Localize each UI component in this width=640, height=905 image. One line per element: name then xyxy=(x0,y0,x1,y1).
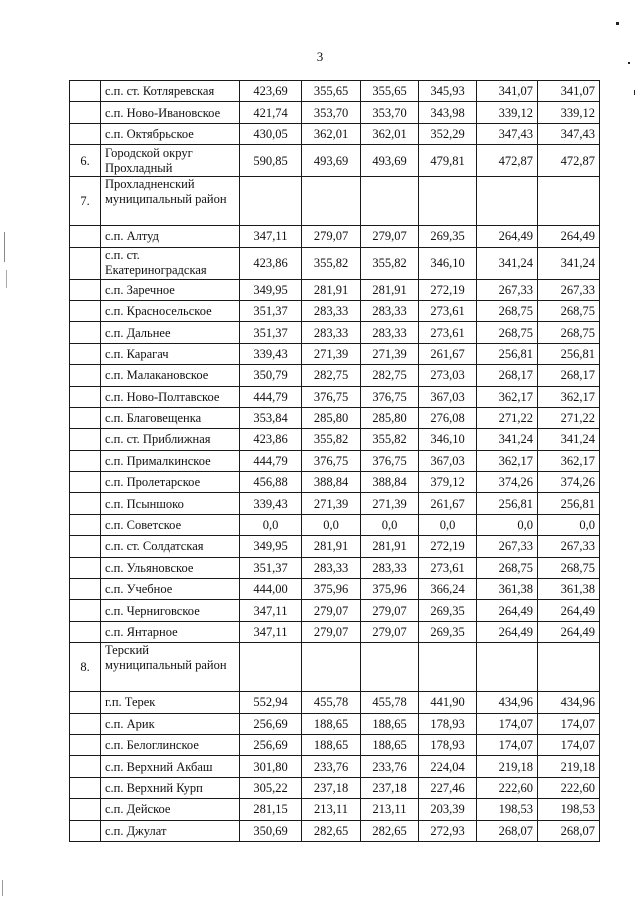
rate-value-cell: 268,07 xyxy=(538,820,600,841)
rate-value-cell: 283,33 xyxy=(302,322,361,343)
rate-value-cell: 213,11 xyxy=(302,799,361,820)
rate-value-cell xyxy=(240,177,302,226)
row-number-cell: 6. xyxy=(70,145,101,177)
rate-value-cell: 345,93 xyxy=(419,81,477,102)
rate-value-cell: 350,69 xyxy=(240,820,302,841)
row-number-cell xyxy=(70,407,101,428)
settlement-name-cell: с.п. Советское xyxy=(101,514,240,535)
rate-value-cell: 272,93 xyxy=(419,820,477,841)
scan-speck xyxy=(628,62,630,64)
settlement-name-cell: с.п. Красносельское xyxy=(101,300,240,321)
rate-value-cell: 375,96 xyxy=(302,579,361,600)
settlement-name-cell: с.п. ст. Приближная xyxy=(101,429,240,450)
rate-value-cell: 256,81 xyxy=(477,493,538,514)
rate-value-cell: 285,80 xyxy=(302,407,361,428)
table-row xyxy=(70,692,600,713)
rate-value-cell: 174,07 xyxy=(477,734,538,755)
row-number-cell: 7. xyxy=(70,177,101,226)
rate-value-cell: 339,43 xyxy=(240,343,302,364)
settlement-name-cell: с.п. Дейское xyxy=(101,799,240,820)
rate-value-cell: 271,39 xyxy=(302,343,361,364)
table-row xyxy=(70,756,600,777)
settlement-name-cell: с.п. Прималкинское xyxy=(101,450,240,471)
rate-value-cell: 281,91 xyxy=(361,279,419,300)
table-row xyxy=(70,102,600,123)
rate-value-cell: 281,91 xyxy=(361,536,419,557)
rate-value-cell: 341,24 xyxy=(538,247,600,279)
rate-value-cell: 273,61 xyxy=(419,300,477,321)
rate-value-cell: 423,86 xyxy=(240,247,302,279)
rate-value-cell: 273,61 xyxy=(419,557,477,578)
rate-value-cell: 237,18 xyxy=(302,777,361,798)
rate-value-cell: 352,29 xyxy=(419,123,477,144)
rate-value-cell xyxy=(302,643,361,692)
table-row xyxy=(70,621,600,642)
row-number-cell xyxy=(70,365,101,386)
row-number-cell xyxy=(70,226,101,247)
rate-value-cell: 174,07 xyxy=(477,713,538,734)
scan-speck xyxy=(634,90,635,95)
rate-value-cell: 472,87 xyxy=(538,145,600,177)
rate-value-cell: 423,86 xyxy=(240,429,302,450)
settlement-name-cell: с.п. Ульяновское xyxy=(101,557,240,578)
rate-value-cell: 355,65 xyxy=(302,81,361,102)
rate-value-cell: 279,07 xyxy=(302,226,361,247)
rate-value-cell: 341,07 xyxy=(538,81,600,102)
row-number-cell xyxy=(70,472,101,493)
rate-value-cell: 379,12 xyxy=(419,472,477,493)
rate-value-cell: 268,75 xyxy=(477,300,538,321)
rate-value-cell: 455,78 xyxy=(302,692,361,713)
rate-value-cell: 276,08 xyxy=(419,407,477,428)
row-number-cell xyxy=(70,450,101,471)
scan-speck xyxy=(616,22,619,25)
rate-value-cell: 367,03 xyxy=(419,450,477,471)
rate-value-cell: 282,65 xyxy=(361,820,419,841)
settlement-name-cell: Терский муниципальный район xyxy=(101,643,240,692)
rate-value-cell: 301,80 xyxy=(240,756,302,777)
rate-value-cell: 347,11 xyxy=(240,621,302,642)
row-number-cell xyxy=(70,600,101,621)
rate-value-cell: 273,61 xyxy=(419,322,477,343)
rate-value-cell: 283,33 xyxy=(302,300,361,321)
table-row xyxy=(70,386,600,407)
rate-value-cell: 279,07 xyxy=(302,600,361,621)
rate-value-cell: 261,67 xyxy=(419,343,477,364)
rate-value-cell: 256,69 xyxy=(240,713,302,734)
rate-value-cell: 339,12 xyxy=(538,102,600,123)
table-row xyxy=(70,734,600,755)
rate-value-cell: 283,33 xyxy=(361,557,419,578)
rate-value-cell: 281,91 xyxy=(302,536,361,557)
rate-value-cell: 430,05 xyxy=(240,123,302,144)
rate-value-cell: 346,10 xyxy=(419,247,477,279)
rate-value-cell: 227,46 xyxy=(419,777,477,798)
rate-value-cell: 267,33 xyxy=(477,279,538,300)
table-row xyxy=(70,557,600,578)
rate-value-cell: 224,04 xyxy=(419,756,477,777)
table-row xyxy=(70,450,600,471)
settlement-name-cell: с.п. ст. Екатериноградская xyxy=(101,247,240,279)
rate-value-cell: 376,75 xyxy=(361,386,419,407)
rate-value-cell: 0,0 xyxy=(302,514,361,535)
rate-value-cell: 0,0 xyxy=(419,514,477,535)
row-number-cell xyxy=(70,820,101,841)
settlement-name-cell: с.п. Учебное xyxy=(101,579,240,600)
rate-value-cell: 0,0 xyxy=(361,514,419,535)
rate-value-cell xyxy=(419,643,477,692)
rate-value-cell: 281,15 xyxy=(240,799,302,820)
rate-value-cell: 271,22 xyxy=(477,407,538,428)
table-row xyxy=(70,343,600,364)
rate-value-cell: 351,37 xyxy=(240,322,302,343)
rate-value-cell: 174,07 xyxy=(538,713,600,734)
table-row xyxy=(70,777,600,798)
rate-value-cell: 279,07 xyxy=(361,600,419,621)
rate-value-cell: 455,78 xyxy=(361,692,419,713)
settlement-name-cell: с.п. Малакановское xyxy=(101,365,240,386)
rate-value-cell: 362,17 xyxy=(477,386,538,407)
table-row xyxy=(70,81,600,102)
rate-value-cell: 188,65 xyxy=(361,713,419,734)
table-row xyxy=(70,322,600,343)
rate-value-cell: 279,07 xyxy=(302,621,361,642)
rate-value-cell: 355,82 xyxy=(361,247,419,279)
rate-value-cell xyxy=(302,177,361,226)
table-row xyxy=(70,820,600,841)
settlement-name-cell: с.п. Верхний Курп xyxy=(101,777,240,798)
rate-value-cell: 362,17 xyxy=(477,450,538,471)
rate-value-cell: 375,96 xyxy=(361,579,419,600)
table-row xyxy=(70,300,600,321)
table-row xyxy=(70,536,600,557)
rate-value-cell: 355,82 xyxy=(302,429,361,450)
table-row xyxy=(70,493,600,514)
rate-value-cell xyxy=(419,177,477,226)
table-row xyxy=(70,145,600,177)
rate-value-cell: 178,93 xyxy=(419,734,477,755)
row-number-cell xyxy=(70,536,101,557)
rate-value-cell: 376,75 xyxy=(302,450,361,471)
rate-value-cell: 264,49 xyxy=(477,621,538,642)
rate-value-cell: 272,19 xyxy=(419,536,477,557)
rate-value-cell: 374,26 xyxy=(538,472,600,493)
table-row xyxy=(70,226,600,247)
rate-value-cell: 353,70 xyxy=(361,102,419,123)
rate-value-cell: 267,33 xyxy=(538,279,600,300)
table-row xyxy=(70,799,600,820)
rate-value-cell: 493,69 xyxy=(361,145,419,177)
rate-value-cell: 421,74 xyxy=(240,102,302,123)
rate-value-cell: 367,03 xyxy=(419,386,477,407)
rate-value-cell: 213,11 xyxy=(361,799,419,820)
rate-value-cell: 233,76 xyxy=(361,756,419,777)
rates-table-body xyxy=(70,81,600,842)
settlement-name-cell: с.п. Псыншоко xyxy=(101,493,240,514)
rate-value-cell: 198,53 xyxy=(538,799,600,820)
settlement-name-cell: с.п. Заречное xyxy=(101,279,240,300)
rate-value-cell: 479,81 xyxy=(419,145,477,177)
settlement-name-cell: с.п. Ново-Ивановское xyxy=(101,102,240,123)
row-number-cell xyxy=(70,514,101,535)
rate-value-cell: 271,22 xyxy=(538,407,600,428)
rate-value-cell: 351,37 xyxy=(240,300,302,321)
row-number-cell xyxy=(70,557,101,578)
rate-value-cell: 355,82 xyxy=(302,247,361,279)
rate-value-cell: 264,49 xyxy=(477,226,538,247)
rate-value-cell: 388,84 xyxy=(361,472,419,493)
settlement-name-cell: с.п. ст. Котляревская xyxy=(101,81,240,102)
rate-value-cell: 346,10 xyxy=(419,429,477,450)
rate-value-cell: 219,18 xyxy=(477,756,538,777)
rate-value-cell: 444,00 xyxy=(240,579,302,600)
rate-value-cell: 341,24 xyxy=(538,429,600,450)
row-number-cell: 8. xyxy=(70,643,101,692)
rate-value-cell: 472,87 xyxy=(477,145,538,177)
row-number-cell xyxy=(70,343,101,364)
rate-value-cell: 267,33 xyxy=(538,536,600,557)
rate-value-cell: 305,22 xyxy=(240,777,302,798)
table-row xyxy=(70,247,600,279)
rate-value-cell: 198,53 xyxy=(477,799,538,820)
rate-value-cell: 233,76 xyxy=(302,756,361,777)
rate-value-cell: 343,98 xyxy=(419,102,477,123)
rate-value-cell xyxy=(538,177,600,226)
rate-value-cell: 264,49 xyxy=(538,226,600,247)
rate-value-cell: 261,67 xyxy=(419,493,477,514)
scan-edge-mark xyxy=(4,232,5,262)
rate-value-cell: 456,88 xyxy=(240,472,302,493)
rate-value-cell: 188,65 xyxy=(302,734,361,755)
rate-value-cell: 362,17 xyxy=(538,386,600,407)
table-row xyxy=(70,407,600,428)
rate-value-cell: 188,65 xyxy=(302,713,361,734)
rate-value-cell: 178,93 xyxy=(419,713,477,734)
rate-value-cell: 353,84 xyxy=(240,407,302,428)
rate-value-cell: 264,49 xyxy=(538,600,600,621)
settlement-name-cell: г.п. Терек xyxy=(101,692,240,713)
row-number-cell xyxy=(70,579,101,600)
rate-value-cell xyxy=(361,643,419,692)
rate-value-cell: 285,80 xyxy=(361,407,419,428)
rate-value-cell: 0,0 xyxy=(538,514,600,535)
rate-value-cell xyxy=(361,177,419,226)
table-row xyxy=(70,123,600,144)
row-number-cell xyxy=(70,713,101,734)
rate-value-cell: 444,79 xyxy=(240,386,302,407)
settlement-name-cell: с.п. Янтарное xyxy=(101,621,240,642)
rate-value-cell: 268,75 xyxy=(538,557,600,578)
rate-value-cell: 347,11 xyxy=(240,226,302,247)
row-number-cell xyxy=(70,734,101,755)
rate-value-cell: 339,12 xyxy=(477,102,538,123)
rate-value-cell: 268,75 xyxy=(538,300,600,321)
rate-value-cell: 188,65 xyxy=(361,734,419,755)
rate-value-cell: 388,84 xyxy=(302,472,361,493)
table-row xyxy=(70,713,600,734)
rate-value-cell: 434,96 xyxy=(538,692,600,713)
rate-value-cell: 441,90 xyxy=(419,692,477,713)
rate-value-cell: 552,94 xyxy=(240,692,302,713)
rate-value-cell: 434,96 xyxy=(477,692,538,713)
rate-value-cell: 362,01 xyxy=(361,123,419,144)
rate-value-cell: 351,37 xyxy=(240,557,302,578)
rate-value-cell: 268,75 xyxy=(538,322,600,343)
rate-value-cell: 339,43 xyxy=(240,493,302,514)
rate-value-cell: 355,65 xyxy=(361,81,419,102)
rate-value-cell: 423,69 xyxy=(240,81,302,102)
rate-value-cell: 282,75 xyxy=(361,365,419,386)
rate-value-cell: 362,01 xyxy=(302,123,361,144)
table-row xyxy=(70,472,600,493)
rate-value-cell: 282,65 xyxy=(302,820,361,841)
row-number-cell xyxy=(70,123,101,144)
settlement-name-cell: Прохладненский муниципальный район xyxy=(101,177,240,226)
rate-value-cell: 273,03 xyxy=(419,365,477,386)
rate-value-cell: 362,17 xyxy=(538,450,600,471)
row-number-cell xyxy=(70,102,101,123)
table-row xyxy=(70,579,600,600)
rate-value-cell: 279,07 xyxy=(361,621,419,642)
table-row xyxy=(70,177,600,226)
row-number-cell xyxy=(70,493,101,514)
table-row xyxy=(70,514,600,535)
rate-value-cell: 444,79 xyxy=(240,450,302,471)
rate-value-cell: 353,70 xyxy=(302,102,361,123)
rate-value-cell: 264,49 xyxy=(477,600,538,621)
rate-value-cell: 267,33 xyxy=(477,536,538,557)
rate-value-cell: 271,39 xyxy=(361,343,419,364)
rate-value-cell: 256,81 xyxy=(477,343,538,364)
page-number: 3 xyxy=(316,49,324,64)
rate-value-cell: 283,33 xyxy=(302,557,361,578)
row-number-cell xyxy=(70,621,101,642)
rate-value-cell: 376,75 xyxy=(361,450,419,471)
rate-value-cell: 281,91 xyxy=(302,279,361,300)
rate-value-cell: 361,38 xyxy=(477,579,538,600)
rate-value-cell: 366,24 xyxy=(419,579,477,600)
row-number-cell xyxy=(70,300,101,321)
rate-value-cell: 347,43 xyxy=(538,123,600,144)
rate-value-cell: 268,17 xyxy=(477,365,538,386)
rate-value-cell: 283,33 xyxy=(361,300,419,321)
settlement-name-cell: с.п. Ново-Полтавское xyxy=(101,386,240,407)
rate-value-cell: 347,43 xyxy=(477,123,538,144)
scan-edge-mark xyxy=(2,880,3,896)
rate-value-cell: 493,69 xyxy=(302,145,361,177)
rate-value-cell: 203,39 xyxy=(419,799,477,820)
table-row xyxy=(70,600,600,621)
settlement-name-cell: Городской округ Прохладный xyxy=(101,145,240,177)
rate-value-cell: 355,82 xyxy=(361,429,419,450)
rate-value-cell: 256,81 xyxy=(538,343,600,364)
row-number-cell xyxy=(70,692,101,713)
row-number-cell xyxy=(70,756,101,777)
rate-value-cell xyxy=(240,643,302,692)
settlement-name-cell: с.п. Карагач xyxy=(101,343,240,364)
row-number-cell xyxy=(70,247,101,279)
row-number-cell xyxy=(70,81,101,102)
table-row xyxy=(70,365,600,386)
rate-value-cell: 268,17 xyxy=(538,365,600,386)
settlement-name-cell: с.п. Октябрьское xyxy=(101,123,240,144)
settlement-name-cell: с.п. Пролетарское xyxy=(101,472,240,493)
rate-value-cell xyxy=(477,643,538,692)
rate-value-cell: 282,75 xyxy=(302,365,361,386)
rate-value-cell: 269,35 xyxy=(419,600,477,621)
rate-value-cell: 222,60 xyxy=(538,777,600,798)
rate-value-cell: 590,85 xyxy=(240,145,302,177)
row-number-cell xyxy=(70,322,101,343)
rate-value-cell: 237,18 xyxy=(361,777,419,798)
settlement-name-cell: с.п. Верхний Акбаш xyxy=(101,756,240,777)
settlement-name-cell: с.п. Дальнее xyxy=(101,322,240,343)
rate-value-cell: 268,75 xyxy=(477,322,538,343)
rate-value-cell: 269,35 xyxy=(419,226,477,247)
rate-value-cell: 283,33 xyxy=(361,322,419,343)
rate-value-cell: 256,81 xyxy=(538,493,600,514)
rate-value-cell: 219,18 xyxy=(538,756,600,777)
rate-value-cell: 272,19 xyxy=(419,279,477,300)
rate-value-cell: 268,07 xyxy=(477,820,538,841)
settlement-name-cell: с.п. Черниговское xyxy=(101,600,240,621)
rate-value-cell: 279,07 xyxy=(361,226,419,247)
table-row xyxy=(70,429,600,450)
settlement-name-cell: с.п. Арик xyxy=(101,713,240,734)
rate-value-cell: 271,39 xyxy=(302,493,361,514)
settlement-name-cell: с.п. Благовещенка xyxy=(101,407,240,428)
rate-value-cell: 174,07 xyxy=(538,734,600,755)
rate-value-cell: 350,79 xyxy=(240,365,302,386)
rate-value-cell: 349,95 xyxy=(240,279,302,300)
rate-value-cell: 0,0 xyxy=(240,514,302,535)
settlement-name-cell: с.п. Джулат xyxy=(101,820,240,841)
rate-value-cell xyxy=(538,643,600,692)
settlement-name-cell: с.п. Белоглинское xyxy=(101,734,240,755)
scan-edge-mark xyxy=(6,270,7,288)
rate-value-cell: 361,38 xyxy=(538,579,600,600)
rate-value-cell: 271,39 xyxy=(361,493,419,514)
row-number-cell xyxy=(70,279,101,300)
rate-value-cell: 349,95 xyxy=(240,536,302,557)
table-row xyxy=(70,643,600,692)
rate-value-cell: 341,24 xyxy=(477,429,538,450)
settlement-name-cell: с.п. Алтуд xyxy=(101,226,240,247)
rate-value-cell: 376,75 xyxy=(302,386,361,407)
row-number-cell xyxy=(70,386,101,407)
row-number-cell xyxy=(70,799,101,820)
rate-value-cell: 256,69 xyxy=(240,734,302,755)
rate-value-cell: 341,24 xyxy=(477,247,538,279)
row-number-cell xyxy=(70,429,101,450)
rate-value-cell: 341,07 xyxy=(477,81,538,102)
rate-value-cell: 374,26 xyxy=(477,472,538,493)
rate-value-cell xyxy=(477,177,538,226)
rate-value-cell: 264,49 xyxy=(538,621,600,642)
settlement-name-cell: с.п. ст. Солдатская xyxy=(101,536,240,557)
rate-value-cell: 269,35 xyxy=(419,621,477,642)
rates-table xyxy=(69,80,600,842)
rate-value-cell: 0,0 xyxy=(477,514,538,535)
rate-value-cell: 268,75 xyxy=(477,557,538,578)
table-row xyxy=(70,279,600,300)
rate-value-cell: 222,60 xyxy=(477,777,538,798)
rate-value-cell: 347,11 xyxy=(240,600,302,621)
row-number-cell xyxy=(70,777,101,798)
